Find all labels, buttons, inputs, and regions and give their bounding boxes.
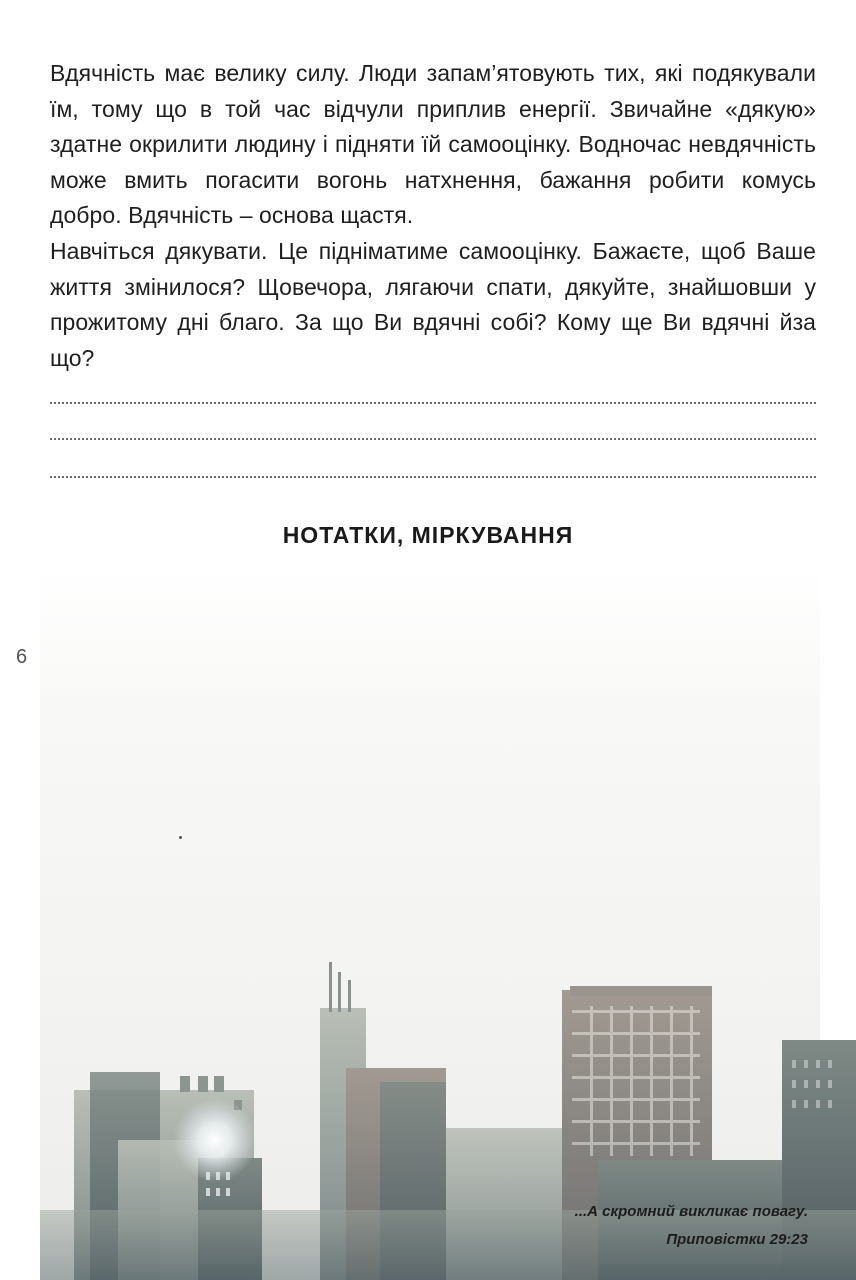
grid-tower-roof — [570, 986, 712, 996]
roof-block-1 — [180, 1076, 190, 1092]
bible-quote — [575, 1198, 808, 1254]
answer-line-3[interactable] — [50, 476, 816, 478]
antenna-2 — [338, 972, 341, 1012]
quote-source: Приповістки 29:23 — [666, 1231, 808, 1248]
quote-text: ...А скромний викликає повагу. — [574, 1203, 808, 1220]
gratitude-paragraph: Вдячність має велику силу. Люди запам’ятовують тих, які подякували їм, тому що в той час відчули приплив енергії. Звичайне «дякую» здатне окрилити людину і підняти їй самооцінку. Водночас невдячність може вмить погасити вогонь натхнення, бажання робити комусь добро. Вдячність – основа щастя. — [50, 60, 816, 228]
antenna-1 — [329, 962, 332, 1012]
sun-flare — [173, 1098, 257, 1182]
learn-to-thank-paragraph: Навчіться дякувати. Це підніматиме самооцінку. Бажаєте, щоб Ваше життя змінилося? Щовечора, лягаючи спати, дякуйте, знайшовши у прожитому дні благо. За що Ви вдячні собі? Кому ще Ви вдячні йза що? — [50, 238, 816, 371]
print-speck — [179, 836, 182, 839]
answer-line-1[interactable] — [50, 402, 816, 404]
answer-line-2[interactable] — [50, 438, 816, 440]
notes-heading: НОТАТКИ, МІРКУВАННЯ — [282, 522, 574, 548]
roof-block-3 — [214, 1076, 224, 1092]
page-number: 6 — [16, 646, 28, 668]
roof-block-2 — [198, 1076, 208, 1092]
antenna-3 — [348, 980, 351, 1012]
